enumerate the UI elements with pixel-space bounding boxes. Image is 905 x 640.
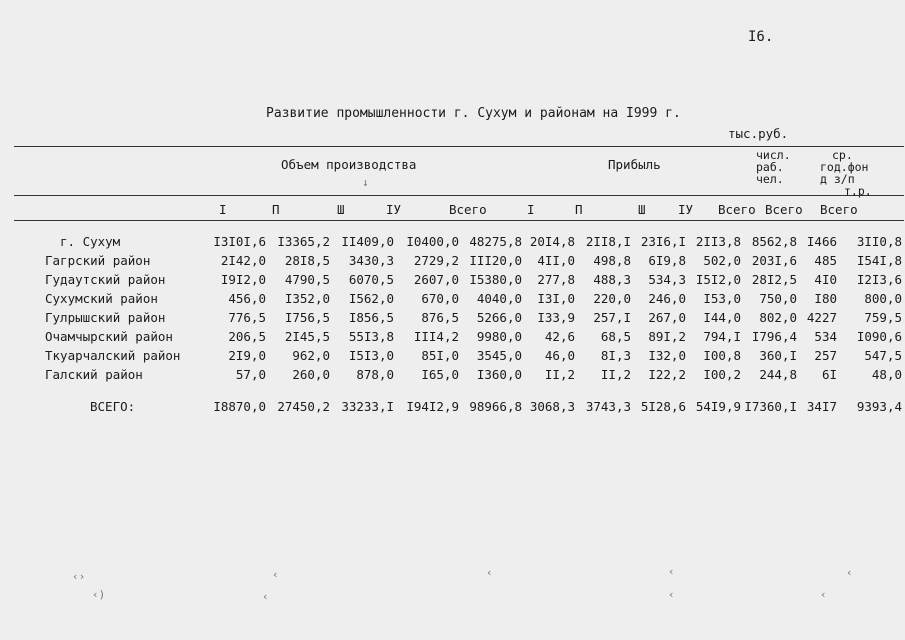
table-cell: 2I9,0 — [228, 348, 266, 363]
table-cell: 802,0 — [759, 310, 797, 325]
table-cell: I8870,0 — [213, 399, 266, 414]
table-cell: 4227 — [806, 310, 837, 325]
col-vol-q4: IУ — [386, 202, 402, 217]
table-cell: 776,5 — [228, 310, 266, 325]
table-cell: 55I3,8 — [348, 329, 394, 344]
table-cell: 28I2,5 — [751, 272, 797, 287]
table-cell: 23I6,I — [640, 234, 686, 249]
document-title: Развитие промышленности г. Сухум и районам на I999 г. — [266, 106, 681, 121]
table-cell: 48,0 — [871, 367, 902, 382]
table-cell: 360,I — [759, 348, 797, 363]
table-cell: 3068,3 — [529, 399, 575, 414]
table-cell: I94I2,9 — [406, 399, 459, 414]
table-cell: 8562,8 — [751, 234, 797, 249]
table-cell: 759,5 — [864, 310, 902, 325]
table-cell: 98966,8 — [469, 399, 522, 414]
pen-mark: ↓ — [362, 176, 369, 189]
table-cell: 876,5 — [421, 310, 459, 325]
units-label: тыс.руб. — [728, 126, 789, 141]
table-cell: 257,I — [593, 310, 631, 325]
table-cell: I0400,0 — [406, 234, 459, 249]
row-name: Гагрский район — [45, 253, 151, 268]
table-cell: 203I,6 — [751, 253, 797, 268]
table-cell: 3430,3 — [348, 253, 394, 268]
table-cell: I2I3,6 — [856, 272, 902, 287]
table-cell: 962,0 — [292, 348, 330, 363]
table-cell: IIІ4,2 — [413, 329, 459, 344]
table-cell: 2I45,5 — [284, 329, 330, 344]
table-cell: 2I42,0 — [220, 253, 266, 268]
table-cell: I5I3,0 — [348, 348, 394, 363]
table-cell: 9393,4 — [856, 399, 902, 414]
page-number: I6. — [748, 29, 774, 45]
table-cell: 246,0 — [648, 291, 686, 306]
table-cell: I856,5 — [348, 310, 394, 325]
table-cell: I44,0 — [703, 310, 741, 325]
table-cell: 257 — [814, 348, 837, 363]
header-workers-line2: раб. — [756, 160, 784, 174]
table-cell: 485 — [814, 253, 837, 268]
header-top-rule — [14, 146, 904, 147]
table-cell: 244,8 — [759, 367, 797, 382]
header-workers-line1: числ. — [756, 148, 791, 162]
table-cell: 2607,0 — [413, 272, 459, 287]
table-cell: 800,0 — [864, 291, 902, 306]
row-name: Гудаутский район — [45, 272, 166, 287]
scan-mark: ‹ — [668, 565, 675, 578]
col-prof-total: Всего — [718, 202, 756, 217]
table-cell: I32,0 — [648, 348, 686, 363]
scan-mark: ‹ — [262, 590, 269, 603]
table-cell: 9980,0 — [476, 329, 522, 344]
table-cell: IIІ20,0 — [469, 253, 522, 268]
table-cell: 794,I — [703, 329, 741, 344]
col-vol-q1: I — [219, 202, 227, 217]
table-cell: 4II,0 — [537, 253, 575, 268]
table-cell: I00,2 — [703, 367, 741, 382]
table-cell: 27450,2 — [277, 399, 330, 414]
table-cell: 534,3 — [648, 272, 686, 287]
table-cell: 3II0,8 — [856, 234, 902, 249]
header-wage-line3: д з/п — [820, 172, 855, 186]
table-cell: 42,6 — [544, 329, 575, 344]
col-prof-q1: I — [527, 202, 535, 217]
table-cell: I65,0 — [421, 367, 459, 382]
table-cell: II,2 — [544, 367, 575, 382]
row-name: Очамчырский район — [45, 329, 173, 344]
table-cell: 3545,0 — [476, 348, 522, 363]
scan-mark: ‹) — [92, 588, 106, 601]
row-name: Гулрышский район — [45, 310, 166, 325]
table-cell: I33,9 — [537, 310, 575, 325]
col-prof-q3: Ш — [638, 202, 646, 217]
table-cell: 502,0 — [703, 253, 741, 268]
row-name: Ткуарчалский район — [45, 348, 181, 363]
table-cell: 4790,5 — [284, 272, 330, 287]
table-cell: 498,8 — [593, 253, 631, 268]
table-cell: I7360,I — [744, 399, 797, 414]
table-cell: II,2 — [600, 367, 631, 382]
table-cell: 46,0 — [544, 348, 575, 363]
table-cell: 260,0 — [292, 367, 330, 382]
table-cell: 534 — [814, 329, 837, 344]
header-wage-line2: год.фон — [820, 160, 869, 174]
header-volume-group: Объем производства — [281, 157, 417, 172]
col-workers-total: Всего — [765, 202, 803, 217]
table-cell: I9I2,0 — [220, 272, 266, 287]
table-cell: 488,3 — [593, 272, 631, 287]
table-cell: I3365,2 — [277, 234, 330, 249]
table-cell: 48275,8 — [469, 234, 522, 249]
header-mid-rule — [14, 195, 904, 196]
table-cell: I00,8 — [703, 348, 741, 363]
table-cell: I5I2,0 — [695, 272, 741, 287]
table-cell: 220,0 — [593, 291, 631, 306]
table-cell: 206,5 — [228, 329, 266, 344]
table-cell: 547,5 — [864, 348, 902, 363]
table-cell: 5I28,6 — [640, 399, 686, 414]
scan-mark: ‹ — [272, 568, 279, 581]
table-cell: 456,0 — [228, 291, 266, 306]
table-cell: 85I,0 — [421, 348, 459, 363]
row-name: Сухумский район — [45, 291, 158, 306]
table-cell: 57,0 — [235, 367, 266, 382]
scan-mark: ‹ — [486, 566, 493, 579]
header-wage-line4: т.р. — [844, 184, 872, 198]
scan-mark: ‹› — [72, 570, 86, 583]
table-cell: 878,0 — [356, 367, 394, 382]
header-wage-line1: ср. — [832, 148, 853, 162]
table-cell: 28I8,5 — [284, 253, 330, 268]
scan-mark: ‹ — [668, 588, 675, 601]
table-cell: 3743,3 — [585, 399, 631, 414]
table-cell: 6070,5 — [348, 272, 394, 287]
table-cell: I796,4 — [751, 329, 797, 344]
col-vol-total: Всего — [449, 202, 487, 217]
table-cell: I80 — [814, 291, 837, 306]
table-cell: 2729,2 — [413, 253, 459, 268]
table-cell: 8I,3 — [600, 348, 631, 363]
col-prof-q2: П — [575, 202, 583, 217]
table-cell: I756,5 — [284, 310, 330, 325]
col-vol-q3: Ш — [337, 202, 345, 217]
header-profit-group: Прибыль — [608, 157, 661, 172]
col-prof-q4: IУ — [678, 202, 694, 217]
row-name: г. Сухум — [60, 234, 121, 249]
table-cell: 89I,2 — [648, 329, 686, 344]
table-cell: I3I0I,6 — [213, 234, 266, 249]
table-cell: 5266,0 — [476, 310, 522, 325]
table-cell: 2II3,8 — [695, 234, 741, 249]
table-cell: 33233,I — [341, 399, 394, 414]
table-cell: 750,0 — [759, 291, 797, 306]
table-cell: 20I4,8 — [529, 234, 575, 249]
header-workers-line3: чел. — [756, 172, 784, 186]
table-cell: I53,0 — [703, 291, 741, 306]
row-name: Галский район — [45, 367, 143, 382]
table-cell: I5380,0 — [469, 272, 522, 287]
table-cell: I352,0 — [284, 291, 330, 306]
table-cell: I090,6 — [856, 329, 902, 344]
table-cell: I22,2 — [648, 367, 686, 382]
table-cell: 6I — [821, 367, 837, 382]
table-cell: I562,0 — [348, 291, 394, 306]
header-bottom-rule — [14, 220, 904, 221]
table-cell: 4I0 — [814, 272, 837, 287]
table-cell: 267,0 — [648, 310, 686, 325]
table-cell: I3I,0 — [537, 291, 575, 306]
col-vol-q2: П — [272, 202, 280, 217]
col-wage-total: Всего — [820, 202, 858, 217]
table-cell: I360,0 — [476, 367, 522, 382]
table-cell: 6I9,8 — [648, 253, 686, 268]
table-cell: II409,0 — [341, 234, 394, 249]
table-cell: 68,5 — [600, 329, 631, 344]
scan-mark: ‹ — [820, 588, 827, 601]
table-cell: 34I7 — [806, 399, 837, 414]
table-cell: 4040,0 — [476, 291, 522, 306]
table-cell: 54I9,9 — [695, 399, 741, 414]
table-cell: I54I,8 — [856, 253, 902, 268]
scan-mark: ‹ — [846, 566, 853, 579]
total-row-label: ВСЕГО: — [90, 399, 136, 414]
table-cell: I466 — [806, 234, 837, 249]
table-cell: 277,8 — [537, 272, 575, 287]
table-cell: 2II8,I — [585, 234, 631, 249]
table-cell: 670,0 — [421, 291, 459, 306]
